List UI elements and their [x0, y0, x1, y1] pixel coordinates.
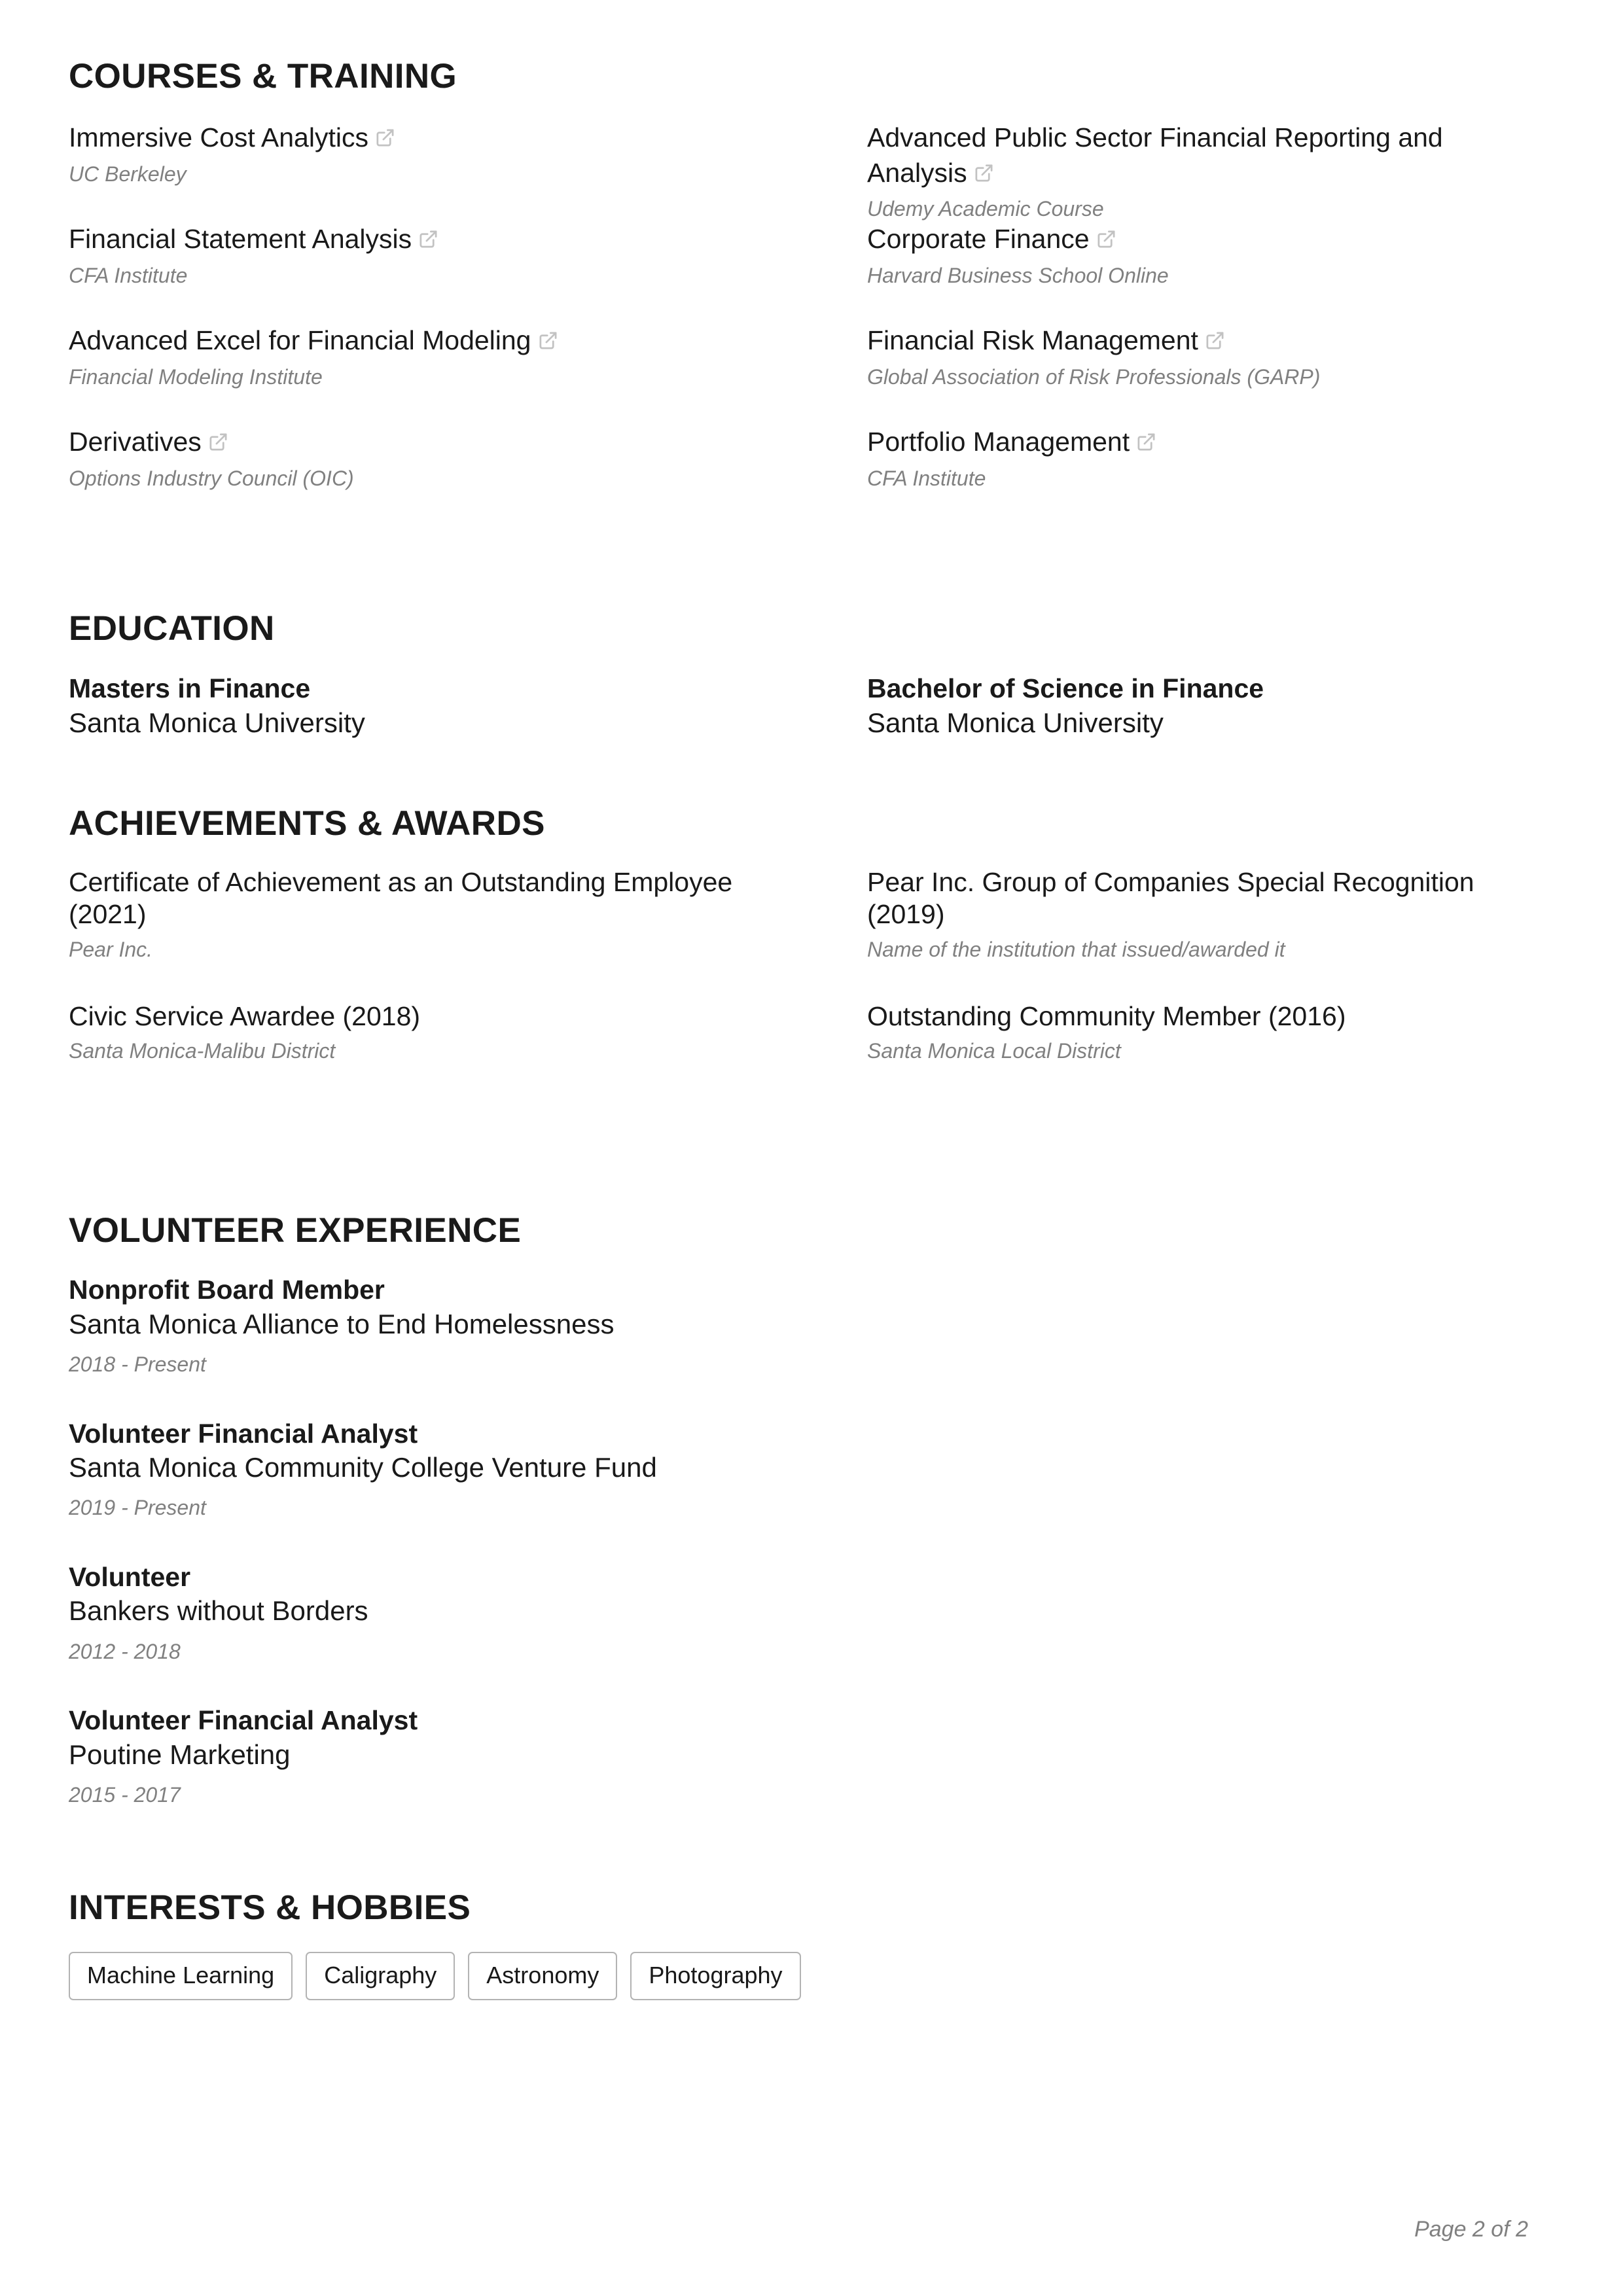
- achievement-title: Pear Inc. Group of Companies Special Recognition (2019): [867, 867, 1489, 930]
- external-link-icon[interactable]: [1205, 330, 1225, 351]
- volunteer-dates: 2019 - Present: [69, 1496, 206, 1520]
- course-title-row: [867, 323, 1525, 358]
- external-link-icon[interactable]: [538, 330, 558, 351]
- education-grid: [69, 672, 1528, 739]
- achievement-title: Outstanding Community Member (2016): [867, 1001, 1346, 1032]
- course-title-row: [867, 425, 1525, 459]
- course-title-row: [867, 120, 1525, 190]
- external-link-icon[interactable]: [974, 163, 994, 183]
- volunteer-organization: Santa Monica Alliance to End Homelessness: [69, 1309, 615, 1340]
- course-item: [69, 323, 867, 425]
- courses-grid: [69, 120, 1528, 526]
- external-link-icon[interactable]: [418, 229, 438, 249]
- volunteer-dates: 2018 - Present: [69, 1352, 206, 1377]
- course-title: Advanced Excel for Financial Modeling: [69, 325, 531, 356]
- section-volunteer-experience: [69, 1212, 1528, 1809]
- education-school: Santa Monica University: [867, 707, 1164, 738]
- course-item: [867, 425, 1580, 526]
- volunteer-organization: Bankers without Borders: [69, 1595, 368, 1627]
- education-item: [867, 672, 1580, 739]
- page-number-footer: Page 2 of 2: [1414, 2217, 1528, 2242]
- education-school: Santa Monica University: [69, 707, 365, 738]
- course-provider: Harvard Business School Online: [867, 263, 1169, 287]
- volunteer-item: [69, 1417, 1528, 1523]
- interest-tag: Machine Learning: [69, 1952, 293, 2000]
- external-link-icon[interactable]: [375, 128, 395, 148]
- course-item: [69, 120, 867, 222]
- course-title: Portfolio Management: [867, 427, 1130, 457]
- interest-tag: Photography: [630, 1952, 800, 2000]
- course-title-row: [69, 120, 812, 155]
- course-provider: Udemy Academic Course: [867, 196, 1104, 221]
- achievement-title: Civic Service Awardee (2018): [69, 1001, 421, 1032]
- section-achievements-awards: [69, 805, 1528, 1135]
- education-item: [69, 672, 867, 739]
- course-item: [867, 323, 1580, 425]
- achievement-title: Certificate of Achievement as an Outstanding Employee (2021): [69, 867, 740, 930]
- interest-tag-list: [69, 1952, 1528, 2000]
- section-heading-achievements: ACHIEVEMENTS & AWARDS: [69, 804, 545, 843]
- achievements-grid: [69, 866, 1528, 1135]
- volunteer-item: [69, 1561, 1528, 1666]
- volunteer-item: [69, 1704, 1528, 1809]
- section-education: [69, 610, 1528, 739]
- section-interests-hobbies: [69, 1889, 1528, 2000]
- course-title-row: [867, 222, 1525, 256]
- volunteer-organization: Poutine Marketing: [69, 1739, 291, 1770]
- course-title-row: [69, 323, 812, 358]
- course-title: Financial Risk Management: [867, 325, 1198, 356]
- achievement-item: [867, 866, 1580, 1000]
- volunteer-dates: 2015 - 2017: [69, 1782, 181, 1807]
- course-item: [69, 425, 867, 526]
- interest-tag: Caligraphy: [306, 1952, 455, 2000]
- course-title: Immersive Cost Analytics: [69, 122, 368, 153]
- course-provider: Global Association of Risk Professionals (GARP): [867, 364, 1321, 389]
- volunteer-dates: 2012 - 2018: [69, 1639, 181, 1663]
- course-title: Derivatives: [69, 427, 202, 457]
- course-title: Advanced Public Sector Financial Reporting and Analysis: [867, 122, 1443, 188]
- education-degree: Masters in Finance: [69, 673, 311, 703]
- course-provider: Financial Modeling Institute: [69, 364, 323, 389]
- volunteer-role: Volunteer Financial Analyst: [69, 1704, 418, 1735]
- volunteer-role: Volunteer Financial Analyst: [69, 1418, 418, 1449]
- course-title-row: [69, 425, 812, 459]
- section-courses-training: [69, 58, 1528, 526]
- course-title: Corporate Finance: [867, 224, 1090, 255]
- external-link-icon[interactable]: [1096, 229, 1116, 249]
- course-item: [867, 222, 1580, 323]
- volunteer-item: [69, 1273, 1528, 1379]
- volunteer-organization: Santa Monica Community College Venture Fund: [69, 1452, 657, 1483]
- course-provider: Options Industry Council (OIC): [69, 466, 354, 490]
- section-heading-education: EDUCATION: [69, 609, 275, 648]
- achievement-item: [69, 1000, 867, 1135]
- course-provider: UC Berkeley: [69, 162, 187, 186]
- course-title: Financial Statement Analysis: [69, 224, 412, 255]
- external-link-icon[interactable]: [1136, 432, 1156, 452]
- education-degree: Bachelor of Science in Finance: [867, 673, 1264, 703]
- volunteer-role: Volunteer: [69, 1561, 191, 1592]
- course-provider: CFA Institute: [69, 263, 188, 287]
- achievement-issuer: Name of the institution that issued/awarded it: [867, 937, 1285, 961]
- course-title-row: [69, 222, 812, 256]
- achievement-issuer: Santa Monica-Malibu District: [69, 1039, 336, 1063]
- section-heading-volunteer: VOLUNTEER EXPERIENCE: [69, 1211, 522, 1250]
- volunteer-role: Nonprofit Board Member: [69, 1275, 385, 1305]
- achievement-issuer: Pear Inc.: [69, 937, 153, 961]
- achievement-item: [867, 1000, 1580, 1135]
- course-item: [69, 222, 867, 323]
- achievement-item: [69, 866, 867, 1000]
- course-provider: CFA Institute: [867, 466, 986, 490]
- course-item: [867, 120, 1580, 222]
- achievement-issuer: Santa Monica Local District: [867, 1039, 1121, 1063]
- interest-tag: Astronomy: [468, 1952, 617, 2000]
- section-heading-interests: INTERESTS & HOBBIES: [69, 1888, 471, 1927]
- section-heading-courses: COURSES & TRAINING: [69, 57, 457, 96]
- volunteer-list: [69, 1273, 1528, 1809]
- external-link-icon[interactable]: [208, 432, 228, 452]
